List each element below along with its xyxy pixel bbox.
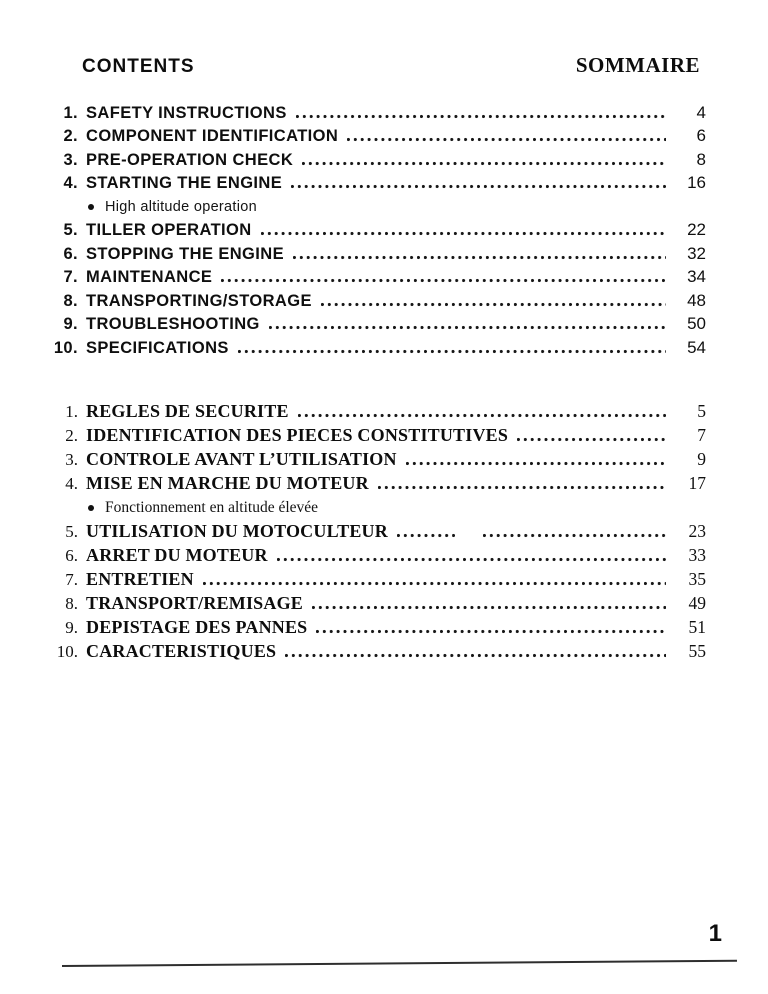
dot-leader bbox=[293, 254, 666, 261]
item-title: ENTRETIEN bbox=[86, 568, 194, 589]
item-number: 10. bbox=[53, 338, 78, 357]
item-title: TRANSPORT/REMISAGE bbox=[86, 592, 303, 613]
toc-row-component-identification bbox=[48, 125, 706, 149]
item-page-number: 49 bbox=[688, 592, 706, 613]
dot-leader bbox=[298, 412, 666, 419]
item-title: CONTROLE AVANT L’UTILISATION bbox=[86, 448, 397, 469]
item-number: 10. bbox=[56, 641, 78, 661]
item-number: 1. bbox=[65, 401, 78, 421]
page-number: 1 bbox=[708, 920, 722, 947]
toc-row-troubleshooting bbox=[48, 313, 706, 337]
item-number: 6. bbox=[63, 244, 78, 263]
item-page-number: 5 bbox=[697, 400, 706, 421]
bullet-icon bbox=[88, 505, 94, 511]
toc-row-pre-operation-check bbox=[48, 148, 706, 172]
item-number: 6. bbox=[65, 545, 78, 565]
item-number: 7. bbox=[63, 268, 78, 286]
item-title: IDENTIFICATION DES PIECES CONSTITUTIVES bbox=[86, 424, 509, 445]
item-title: ARRET DU MOTEUR bbox=[86, 544, 268, 565]
item-title: SPECIFICATIONS bbox=[86, 338, 229, 357]
dot-leader bbox=[397, 532, 455, 539]
item-number: 7. bbox=[65, 569, 78, 589]
item-page-number: 35 bbox=[688, 568, 706, 589]
item-page-number: 23 bbox=[688, 520, 706, 541]
toc-row-controle-avant-utilisation bbox=[48, 448, 706, 472]
dot-leader bbox=[302, 160, 666, 167]
dot-leader bbox=[291, 183, 666, 190]
item-title: MISE EN MARCHE DU MOTEUR bbox=[86, 472, 369, 493]
page-header bbox=[82, 55, 700, 78]
item-title: STARTING THE ENGINE bbox=[86, 174, 283, 192]
item-title: REGLES DE SECURITE bbox=[86, 400, 289, 421]
item-title: TROUBLESHOOTING bbox=[86, 315, 260, 333]
dot-leader bbox=[347, 136, 666, 143]
item-number: 2. bbox=[65, 425, 78, 445]
toc-row-depistage-des-pannes bbox=[48, 616, 706, 640]
item-page-number: 54 bbox=[687, 337, 706, 357]
dot-leader bbox=[316, 628, 666, 635]
toc-row-tiller-operation bbox=[48, 219, 706, 243]
item-number: 8. bbox=[65, 593, 78, 613]
item-number: 9. bbox=[65, 617, 78, 637]
dot-leader bbox=[203, 580, 666, 587]
toc-subitem-fonctionnement-altitude bbox=[48, 496, 706, 520]
item-number: 4. bbox=[63, 174, 78, 192]
toc-row-safety-instructions bbox=[48, 101, 706, 125]
dot-leader bbox=[378, 484, 666, 491]
item-page-number: 55 bbox=[688, 640, 706, 661]
dot-leader bbox=[261, 230, 666, 237]
toc-row-maintenance bbox=[48, 266, 706, 290]
item-page-number: 9 bbox=[697, 448, 706, 469]
item-number: 9. bbox=[63, 315, 78, 333]
item-page-number: 8 bbox=[696, 149, 706, 169]
sommaire-heading: SOMMAIRE bbox=[575, 53, 700, 77]
toc-row-caracteristiques bbox=[48, 640, 706, 664]
item-title: DEPISTAGE DES PANNES bbox=[86, 616, 308, 637]
toc-row-entretien bbox=[48, 568, 706, 592]
toc-row-stopping-the-engine bbox=[48, 242, 706, 266]
item-number: 2. bbox=[63, 127, 78, 145]
toc-row-transport-remisage bbox=[48, 592, 706, 616]
item-page-number: 32 bbox=[687, 243, 706, 263]
item-page-number: 48 bbox=[687, 290, 706, 310]
subitem-label: Fonctionnement en altitude élevée bbox=[105, 498, 319, 516]
item-title: COMPONENT IDENTIFICATION bbox=[86, 127, 339, 145]
item-page-number: 16 bbox=[687, 173, 706, 192]
dot-leader bbox=[483, 532, 666, 539]
toc-row-specifications bbox=[48, 336, 706, 360]
item-title: PRE-OPERATION CHECK bbox=[86, 150, 294, 169]
dot-leader bbox=[312, 604, 666, 611]
footer-rule bbox=[62, 960, 737, 967]
dot-leader bbox=[321, 301, 666, 308]
toc-row-transporting-storage bbox=[48, 289, 706, 313]
dot-leader bbox=[221, 277, 666, 284]
item-title: CARACTERISTIQUES bbox=[86, 640, 277, 661]
toc-french bbox=[48, 400, 706, 664]
item-page-number: 33 bbox=[688, 544, 706, 565]
toc-row-identification-pieces bbox=[48, 424, 706, 448]
toc-row-utilisation-motoculteur bbox=[48, 520, 706, 544]
item-page-number: 17 bbox=[688, 472, 706, 493]
item-number: 4. bbox=[65, 473, 78, 493]
toc-row-arret-du-moteur bbox=[48, 544, 706, 568]
dot-leader bbox=[285, 652, 666, 659]
item-number: 1. bbox=[63, 103, 78, 122]
item-title: TRANSPORTING/STORAGE bbox=[86, 291, 312, 310]
item-page-number: 6 bbox=[696, 126, 706, 145]
toc-row-starting-the-engine bbox=[48, 172, 706, 196]
item-page-number: 22 bbox=[687, 220, 706, 239]
dot-leader bbox=[296, 113, 666, 120]
item-number: 5. bbox=[65, 521, 78, 541]
item-number: 5. bbox=[63, 221, 78, 239]
item-title: STOPPING THE ENGINE bbox=[86, 244, 284, 263]
item-page-number: 50 bbox=[687, 314, 706, 333]
toc-subitem-high-altitude bbox=[48, 195, 706, 219]
dot-leader bbox=[277, 556, 666, 563]
dot-leader bbox=[238, 348, 666, 355]
item-title: SAFETY INSTRUCTIONS bbox=[86, 103, 287, 122]
contents-heading: CONTENTS bbox=[82, 56, 195, 77]
item-page-number: 51 bbox=[688, 616, 706, 637]
item-number: 8. bbox=[63, 291, 78, 310]
item-number: 3. bbox=[63, 150, 78, 169]
item-page-number: 4 bbox=[696, 102, 706, 122]
toc-row-regles-de-securite bbox=[48, 400, 706, 424]
item-page-number: 34 bbox=[687, 267, 706, 286]
toc-row-mise-en-marche bbox=[48, 472, 706, 496]
subitem-label: High altitude operation bbox=[105, 198, 257, 215]
bullet-icon bbox=[88, 204, 94, 210]
dot-leader bbox=[269, 324, 666, 331]
item-page-number: 7 bbox=[697, 424, 706, 445]
dot-leader bbox=[517, 436, 666, 443]
item-number: 3. bbox=[65, 449, 78, 469]
item-title: UTILISATION DU MOTOCULTEUR bbox=[86, 520, 388, 541]
dot-leader bbox=[406, 460, 666, 467]
item-title: MAINTENANCE bbox=[86, 268, 213, 286]
item-title: TILLER OPERATION bbox=[86, 221, 252, 239]
toc-english bbox=[48, 101, 706, 360]
